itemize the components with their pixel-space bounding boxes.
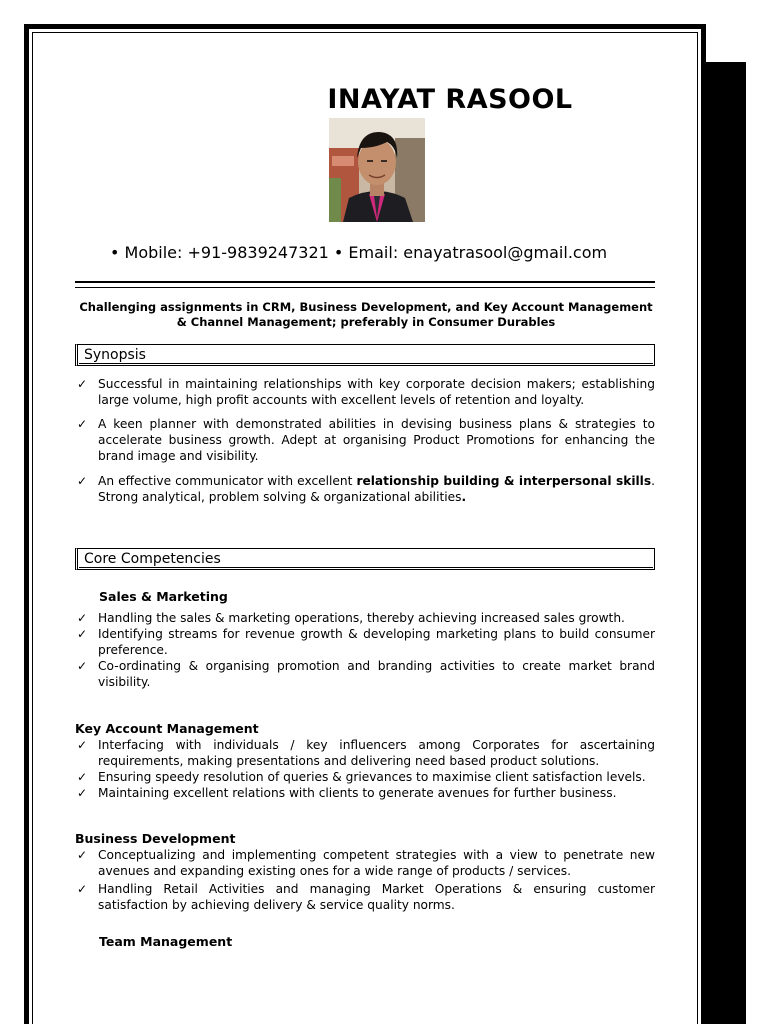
key-account-list — [75, 737, 655, 801]
key-account-heading: Key Account Management — [75, 721, 259, 736]
list-item: ✓ Ensuring speedy resolution of queries & grievances to maximise client satisfaction levels. — [77, 770, 646, 784]
business-development-heading: Business Development — [75, 831, 236, 846]
synopsis-list — [75, 376, 655, 505]
check-icon: ✓ — [77, 611, 88, 625]
profile-photo — [329, 118, 425, 222]
page-shadow — [704, 62, 746, 1024]
check-icon: ✓ — [77, 738, 88, 752]
sales-marketing-heading: Sales & Marketing — [99, 589, 228, 604]
check-icon: ✓ — [77, 786, 88, 800]
list-item: ✓ Interfacing with individuals / key influencers among Corporates for ascertaining requirements, making presentations and delivering need based product solutions. — [77, 738, 655, 768]
emphasis-text: relationship building & interpersonal skills — [356, 474, 652, 488]
list-item: ✓ An effective communicator with excellent relationship building & interpersonal skills. Strong analytical, problem solving & organizational abilities. — [77, 474, 655, 504]
synopsis-heading: Synopsis — [75, 344, 655, 366]
candidate-name: INAYAT RASOOL — [327, 84, 573, 115]
check-icon: ✓ — [77, 377, 88, 391]
contact-line: • Mobile: +91-9839247321 • Email: enayatrasool@gmail.com — [110, 243, 608, 262]
list-item: ✓ Identifying streams for revenue growth & developing marketing plans to build consumer preference. — [77, 627, 655, 657]
team-management-heading: Team Management — [99, 934, 233, 949]
list-item: ✓ Maintaining excellent relations with clients to generate avenues for further business. — [77, 786, 617, 800]
check-icon: ✓ — [77, 882, 88, 896]
check-icon: ✓ — [77, 659, 88, 673]
list-item: ✓ Handling the sales & marketing operations, thereby achieving increased sales growth. — [77, 611, 625, 625]
list-item: ✓ Successful in maintaining relationships with key corporate decision makers; establishing large volume, high profit accounts with excellent levels of retention and loyalty. — [77, 377, 655, 407]
check-icon: ✓ — [77, 474, 88, 488]
list-item: ✓ A keen planner with demonstrated abilities in devising business plans & strategies to accelerate business growth. Adept at organising Product Promotions for enhancing the brand image and visibility. — [77, 417, 655, 463]
header-divider — [75, 281, 655, 283]
check-icon: ✓ — [77, 770, 88, 784]
header-divider-thin — [75, 287, 655, 288]
check-icon: ✓ — [77, 848, 88, 862]
check-icon: ✓ — [77, 417, 88, 431]
check-icon: ✓ — [77, 627, 88, 641]
business-development-list — [75, 847, 655, 913]
core-competencies-heading: Core Competencies — [75, 548, 655, 570]
list-item: ✓ Handling Retail Activities and managing Market Operations & ensuring customer satisfaction by achieving delivery & service quality norms. — [77, 882, 655, 912]
list-item: ✓ Conceptualizing and implementing competent strategies with a view to penetrate new avenues and expanding existing ones for a wide range of products / services. — [77, 848, 655, 878]
sales-marketing-list — [75, 610, 655, 690]
objective-statement: Challenging assignments in CRM, Business Development, and Key Account Management & Channel Management; preferably in Consumer Durables — [79, 300, 653, 329]
list-item: ✓ Co-ordinating & organising promotion and branding activities to create market brand visibility. — [77, 659, 655, 689]
